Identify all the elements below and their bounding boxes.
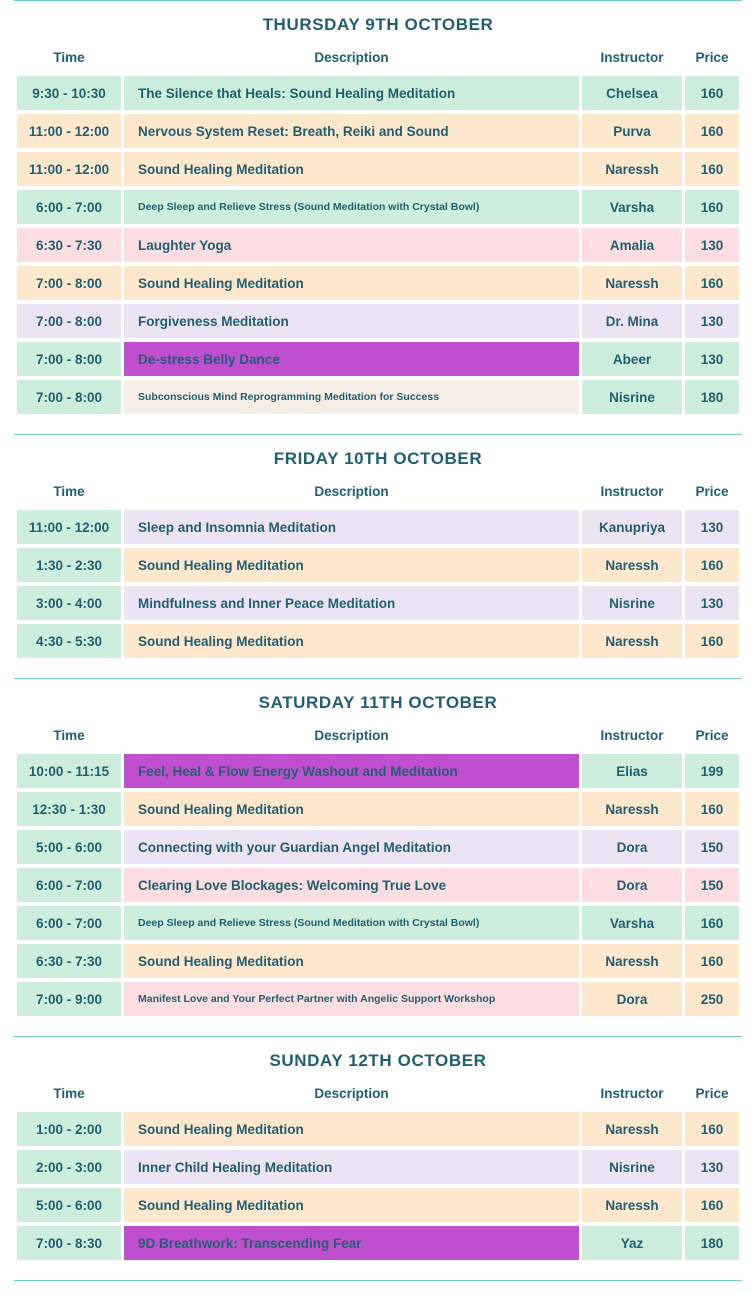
table-row[interactable] <box>17 190 739 224</box>
table-row[interactable] <box>17 548 739 582</box>
cell-instructor: Varsha <box>582 190 682 224</box>
schedule-table <box>14 45 742 418</box>
cell-description[interactable]: Sound Healing Meditation <box>124 944 579 978</box>
cell-instructor: Nisrine <box>582 380 682 414</box>
cell-description[interactable]: Mindfulness and Inner Peace Meditation <box>124 586 579 620</box>
cell-time: 11:00 - 12:00 <box>17 114 121 148</box>
cell-time: 7:00 - 8:00 <box>17 266 121 300</box>
cell-description[interactable]: Nervous System Reset: Breath, Reiki and Sound <box>124 114 579 148</box>
cell-instructor: Naressh <box>582 152 682 186</box>
cell-price: 160 <box>685 624 739 658</box>
cell-description[interactable]: Sound Healing Meditation <box>124 1188 579 1222</box>
table-row[interactable] <box>17 1150 739 1184</box>
table-row[interactable] <box>17 228 739 262</box>
column-header-instructor: Instructor <box>600 728 664 743</box>
cell-price: 160 <box>685 152 739 186</box>
cell-price: 160 <box>685 114 739 148</box>
column-header-time: Time <box>53 1086 85 1101</box>
cell-description[interactable]: Feel, Heal & Flow Energy Washout and Meditation <box>124 754 579 788</box>
column-header-time: Time <box>53 728 85 743</box>
cell-description[interactable]: Deep Sleep and Relieve Stress (Sound Meditation with Crystal Bowl) <box>124 190 579 224</box>
cell-time: 6:00 - 7:00 <box>17 190 121 224</box>
table-row[interactable] <box>17 1226 739 1260</box>
cell-description[interactable]: Laughter Yoga <box>124 228 579 262</box>
column-header-price: Price <box>695 484 729 499</box>
cell-time: 9:30 - 10:30 <box>17 76 121 110</box>
cell-description[interactable]: Inner Child Healing Meditation <box>124 1150 579 1184</box>
cell-time: 7:00 - 8:30 <box>17 1226 121 1260</box>
cell-description[interactable]: Subconscious Mind Reprogramming Meditation for Success <box>124 380 579 414</box>
column-header-time: Time <box>53 484 85 499</box>
cell-price: 160 <box>685 792 739 826</box>
cell-description[interactable]: Manifest Love and Your Perfect Partner with Angelic Support Workshop <box>124 982 579 1016</box>
cell-time: 1:30 - 2:30 <box>17 548 121 582</box>
cell-instructor: Yaz <box>582 1226 682 1260</box>
cell-description[interactable]: Connecting with your Guardian Angel Meditation <box>124 830 579 864</box>
cell-price: 130 <box>685 304 739 338</box>
cell-instructor: Dora <box>582 830 682 864</box>
cell-instructor: Naressh <box>582 624 682 658</box>
cell-description[interactable]: Sound Healing Meditation <box>124 152 579 186</box>
cell-description[interactable]: Sound Healing Meditation <box>124 266 579 300</box>
column-header-description: Description <box>314 728 389 743</box>
schedule-table <box>14 1081 742 1264</box>
bottom-spacer <box>0 1281 756 1293</box>
cell-description[interactable]: Sound Healing Meditation <box>124 1112 579 1146</box>
cell-price: 130 <box>685 586 739 620</box>
table-row[interactable] <box>17 982 739 1016</box>
cell-time: 5:00 - 6:00 <box>17 830 121 864</box>
table-header-row <box>17 1085 739 1108</box>
table-row[interactable] <box>17 906 739 940</box>
day-title: FRIDAY 10TH OCTOBER <box>273 449 483 468</box>
cell-time: 11:00 - 12:00 <box>17 510 121 544</box>
column-header-instructor: Instructor <box>600 484 664 499</box>
day-block <box>0 1 756 418</box>
cell-instructor: Kanupriya <box>582 510 682 544</box>
table-row[interactable] <box>17 304 739 338</box>
cell-instructor: Naressh <box>582 792 682 826</box>
cell-instructor: Amalia <box>582 228 682 262</box>
cell-time: 6:30 - 7:30 <box>17 228 121 262</box>
cell-price: 160 <box>685 944 739 978</box>
cell-instructor: Elias <box>582 754 682 788</box>
table-row[interactable] <box>17 266 739 300</box>
cell-instructor: Nisrine <box>582 1150 682 1184</box>
cell-description[interactable]: 9D Breathwork: Transcending Fear <box>124 1226 579 1260</box>
day-title: THURSDAY 9TH OCTOBER <box>262 15 494 34</box>
table-header-row <box>17 49 739 72</box>
cell-instructor: Naressh <box>582 1112 682 1146</box>
cell-time: 11:00 - 12:00 <box>17 152 121 186</box>
table-row[interactable] <box>17 754 739 788</box>
cell-price: 180 <box>685 1226 739 1260</box>
cell-instructor: Chelsea <box>582 76 682 110</box>
cell-time: 12:30 - 1:30 <box>17 792 121 826</box>
day-title: SATURDAY 11TH OCTOBER <box>258 693 498 712</box>
cell-time: 10:00 - 11:15 <box>17 754 121 788</box>
cell-instructor: Dora <box>582 868 682 902</box>
cell-time: 6:00 - 7:00 <box>17 906 121 940</box>
table-row[interactable] <box>17 114 739 148</box>
cell-instructor: Naressh <box>582 944 682 978</box>
table-row[interactable] <box>17 76 739 110</box>
table-header-row <box>17 483 739 506</box>
column-header-description: Description <box>314 484 389 499</box>
cell-description[interactable]: Sound Healing Meditation <box>124 792 579 826</box>
column-header-price: Price <box>695 728 729 743</box>
table-row[interactable] <box>17 586 739 620</box>
column-header-description: Description <box>314 1086 389 1101</box>
cell-instructor: Naressh <box>582 266 682 300</box>
cell-time: 7:00 - 8:00 <box>17 304 121 338</box>
schedule-table <box>14 479 742 662</box>
cell-time: 7:00 - 8:00 <box>17 342 121 376</box>
table-row[interactable] <box>17 342 739 376</box>
table-row[interactable] <box>17 152 739 186</box>
day-block <box>0 679 756 1020</box>
cell-description[interactable]: Deep Sleep and Relieve Stress (Sound Meditation with Crystal Bowl) <box>124 906 579 940</box>
column-header-instructor: Instructor <box>600 1086 664 1101</box>
cell-price: 160 <box>685 76 739 110</box>
cell-price: 160 <box>685 548 739 582</box>
cell-price: 160 <box>685 266 739 300</box>
cell-instructor: Nisrine <box>582 586 682 620</box>
cell-instructor: Dora <box>582 982 682 1016</box>
cell-instructor: Abeer <box>582 342 682 376</box>
column-header-time: Time <box>53 50 85 65</box>
table-row[interactable] <box>17 510 739 544</box>
column-header-instructor: Instructor <box>600 50 664 65</box>
cell-price: 150 <box>685 868 739 902</box>
cell-description[interactable]: Sound Healing Meditation <box>124 624 579 658</box>
cell-instructor: Naressh <box>582 548 682 582</box>
table-header-row <box>17 727 739 750</box>
cell-price: 130 <box>685 1150 739 1184</box>
cell-description[interactable]: Forgiveness Meditation <box>124 304 579 338</box>
cell-price: 160 <box>685 906 739 940</box>
cell-price: 150 <box>685 830 739 864</box>
table-row[interactable] <box>17 380 739 414</box>
cell-time: 3:00 - 4:00 <box>17 586 121 620</box>
cell-price: 160 <box>685 1112 739 1146</box>
cell-time: 5:00 - 6:00 <box>17 1188 121 1222</box>
table-row[interactable] <box>17 830 739 864</box>
day-block <box>0 1037 756 1264</box>
column-header-price: Price <box>695 50 729 65</box>
cell-instructor: Naressh <box>582 1188 682 1222</box>
cell-instructor: Purva <box>582 114 682 148</box>
cell-description[interactable]: The Silence that Heals: Sound Healing Meditation <box>124 76 579 110</box>
cell-price: 130 <box>685 510 739 544</box>
table-row[interactable] <box>17 1188 739 1222</box>
table-row[interactable] <box>17 1112 739 1146</box>
column-header-price: Price <box>695 1086 729 1101</box>
cell-instructor: Dr. Mina <box>582 304 682 338</box>
cell-price: 160 <box>685 1188 739 1222</box>
cell-price: 180 <box>685 380 739 414</box>
cell-description[interactable]: Clearing Love Blockages: Welcoming True Love <box>124 868 579 902</box>
cell-description[interactable]: Sound Healing Meditation <box>124 548 579 582</box>
schedule-table <box>14 723 742 1020</box>
cell-time: 6:00 - 7:00 <box>17 868 121 902</box>
cell-price: 250 <box>685 982 739 1016</box>
cell-time: 4:30 - 5:30 <box>17 624 121 658</box>
cell-description[interactable]: Sleep and Insomnia Meditation <box>124 510 579 544</box>
cell-price: 130 <box>685 228 739 262</box>
cell-time: 2:00 - 3:00 <box>17 1150 121 1184</box>
cell-description[interactable]: De-stress Belly Dance <box>124 342 579 376</box>
day-title: SUNDAY 12TH OCTOBER <box>269 1051 487 1070</box>
cell-price: 160 <box>685 190 739 224</box>
table-row[interactable] <box>17 792 739 826</box>
days-container <box>0 1 756 1281</box>
table-row[interactable] <box>17 868 739 902</box>
day-block <box>0 435 756 662</box>
cell-instructor: Varsha <box>582 906 682 940</box>
cell-time: 7:00 - 8:00 <box>17 380 121 414</box>
cell-time: 6:30 - 7:30 <box>17 944 121 978</box>
column-header-description: Description <box>314 50 389 65</box>
table-row[interactable] <box>17 624 739 658</box>
cell-time: 7:00 - 9:00 <box>17 982 121 1016</box>
cell-time: 1:00 - 2:00 <box>17 1112 121 1146</box>
cell-price: 130 <box>685 342 739 376</box>
table-row[interactable] <box>17 944 739 978</box>
cell-price: 199 <box>685 754 739 788</box>
